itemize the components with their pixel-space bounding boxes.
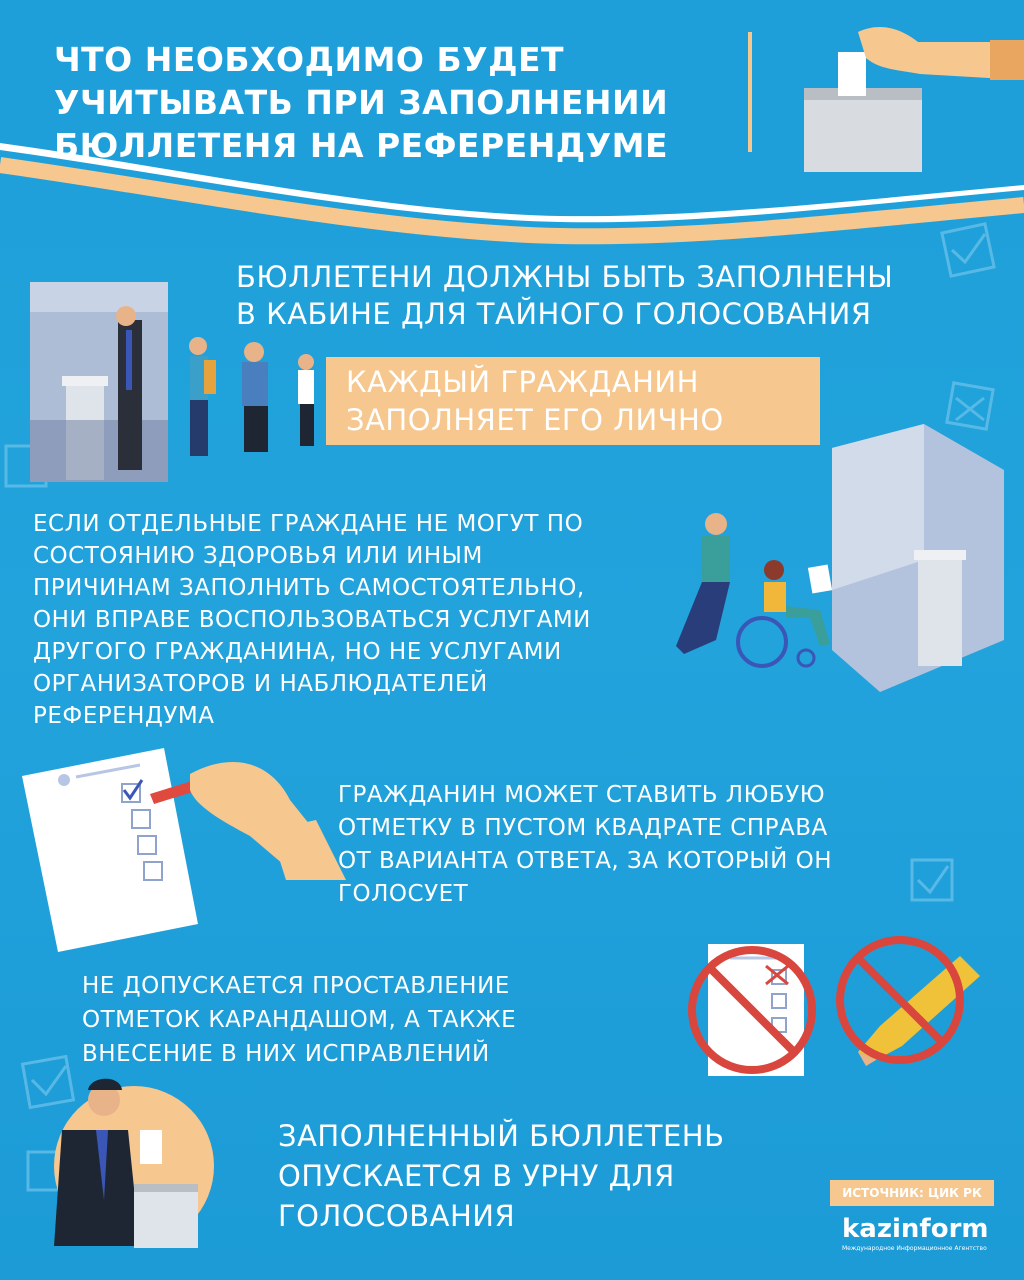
mark-rule-text [338, 779, 938, 911]
ballot-pen-illustration [22, 748, 346, 952]
title-line: ЧТО НЕОБХОДИМО БУДЕТ [54, 40, 565, 79]
personal-rule-text [346, 363, 816, 439]
no-corrections-icon [692, 944, 812, 1076]
assistance-line: СОСТОЯНИЮ ЗДОРОВЬЯ ИЛИ ИНЫМ [33, 543, 483, 569]
booth-line: В КАБИНЕ ДЛЯ ТАЙНОГО ГОЛОСОВАНИЯ [236, 297, 872, 331]
mark-line: ГОЛОСУЕТ [338, 881, 469, 907]
urn-rule-text [278, 1116, 838, 1236]
personal-line: КАЖДЫЙ ГРАЖДАНИН [346, 365, 699, 399]
source-badge: ИСТОЧНИК: ЦИК РК [830, 1180, 994, 1206]
assistance-rule-text [33, 508, 693, 732]
urn-line: ОПУСКАЕТСЯ В УРНУ ДЛЯ [278, 1159, 675, 1193]
mark-line: ГРАЖДАНИН МОЖЕТ СТАВИТЬ ЛЮБУЮ [338, 782, 826, 808]
booth-line: БЮЛЛЕТЕНИ ДОЛЖНЫ БЫТЬ ЗАПОЛНЕНЫ [236, 260, 894, 294]
mark-line: ОТ ВАРИАНТА ОТВЕТА, ЗА КОТОРЫЙ ОН [338, 848, 832, 874]
brand-tagline: Международное Информационное Агентство [842, 1245, 987, 1252]
personal-line: ЗАПОЛНЯЕТ ЕГО ЛИЧНО [346, 403, 724, 437]
urn-line: ГОЛОСОВАНИЯ [278, 1199, 516, 1233]
assistance-line: ДРУГОГО ГРАЖДАНИНА, НО НЕ УСЛУГАМИ [33, 639, 562, 665]
pencil-line: ВНЕСЕНИЕ В НИХ ИСПРАВЛЕНИЙ [82, 1041, 490, 1067]
urn-line: ЗАПОЛНЕННЫЙ БЮЛЛЕТЕНЬ [278, 1119, 725, 1153]
right-booth-illustration [832, 424, 1004, 692]
assistance-line: ОНИ ВПРАВЕ ВОСПОЛЬЗОВАТЬСЯ УСЛУГАМИ [33, 607, 591, 633]
brand-logo: kazinform [842, 1214, 989, 1244]
assistance-line: РЕФЕРЕНДУМА [33, 703, 215, 729]
assistance-line: ОРГАНИЗАТОРОВ И НАБЛЮДАТЕЛЕЙ [33, 671, 488, 697]
page-title [54, 38, 734, 167]
title-line: БЮЛЛЕТЕНЯ НА РЕФЕРЕНДУМЕ [54, 126, 669, 165]
booth-rule-text [236, 259, 976, 333]
voting-booth-illustration [30, 282, 168, 482]
voter-urn-illustration [54, 1079, 214, 1248]
wheelchair-assistance-illustration [676, 513, 832, 666]
title-line: УЧИТЫВАТЬ ПРИ ЗАПОЛНЕНИИ [54, 83, 669, 122]
pencil-line: НЕ ДОПУСКАЕТСЯ ПРОСТАВЛЕНИЕ [82, 973, 510, 999]
header-divider [748, 32, 752, 152]
pencil-line: ОТМЕТОК КАРАНДАШОМ, А ТАКЖЕ [82, 1007, 517, 1033]
mark-line: ОТМЕТКУ В ПУСТОМ КВАДРАТЕ СПРАВА [338, 815, 828, 841]
assistance-line: ПРИЧИНАМ ЗАПОЛНИТЬ САМОСТОЯТЕЛЬНО, [33, 575, 585, 601]
assistance-line: ЕСЛИ ОТДЕЛЬНЫЕ ГРАЖДАНЕ НЕ МОГУТ ПО [33, 511, 584, 537]
pencil-rule-text [82, 969, 662, 1071]
no-pencil-icon [840, 940, 980, 1066]
